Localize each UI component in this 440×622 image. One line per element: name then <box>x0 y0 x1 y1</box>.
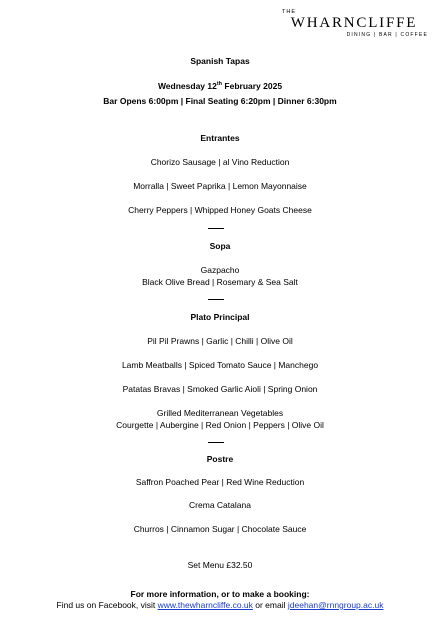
footer-text-mid: or email <box>252 600 288 610</box>
event-date-pre: Wednesday 12 <box>157 81 217 91</box>
menu-item: Black Olive Bread | Rosemary & Sea Salt <box>142 277 298 287</box>
menu-item: Cherry Peppers | Whipped Honey Goats Cheese <box>128 205 312 215</box>
event-date <box>0 81 440 92</box>
menu-item: Morralla | Sweet Paprika | Lemon Mayonnaise <box>133 181 307 191</box>
menu-item: Crema Catalana <box>189 500 251 510</box>
section-heading-entrantes: Entrantes <box>200 133 240 143</box>
menu-title: Spanish Tapas <box>190 56 250 66</box>
footer-text-pre: Find us on Facebook, visit <box>56 600 158 610</box>
menu-item: Pil Pil Prawns | Garlic | Chilli | Olive Oil <box>147 336 293 346</box>
menu-item: Saffron Poached Pear | Red Wine Reduction <box>135 477 305 487</box>
event-date-suffix: th <box>216 81 223 88</box>
footer-contact <box>0 600 440 611</box>
menu-item: Churros | Cinnamon Sugar | Chocolate Sauce <box>133 524 307 534</box>
section-heading-sopa: Sopa <box>209 241 231 251</box>
section-divider <box>208 228 224 229</box>
section-heading-plato-principal: Plato Principal <box>190 312 250 322</box>
menu-item: Courgette | Aubergine | Red Onion | Peppers | Olive Oil <box>116 420 324 430</box>
logo-name: WHARNCLIFFE <box>290 15 418 31</box>
menu-item: Chorizo Sausage | al Vino Reduction <box>150 157 290 167</box>
section-divider <box>208 299 224 300</box>
section-heading-postre: Postre <box>206 454 234 464</box>
event-times: Bar Opens 6:00pm | Final Seating 6:20pm | Dinner 6:30pm <box>103 96 337 106</box>
menu-item: Lamb Meatballs | Spiced Tomato Sauce | Manchego <box>121 360 319 370</box>
section-divider <box>208 442 224 443</box>
menu-item: Grilled Mediterranean Vegetables <box>156 408 284 418</box>
website-link[interactable]: www.thewharncliffe.co.uk <box>157 600 253 610</box>
footer-heading: For more information, or to make a booking: <box>130 589 310 599</box>
brand-logo <box>278 9 430 40</box>
event-date-post: February 2025 <box>222 81 283 91</box>
menu-item: Gazpacho <box>200 265 240 275</box>
logo-the: THE <box>282 9 296 15</box>
set-menu-price: Set Menu £32.50 <box>187 560 253 570</box>
logo-tagline: DINING | BAR | COFFEE <box>346 32 428 38</box>
email-link[interactable]: jdeehan@rnngroup.ac.uk <box>287 600 384 610</box>
menu-item: Patatas Bravas | Smoked Garlic Aioli | Spring Onion <box>122 384 318 394</box>
